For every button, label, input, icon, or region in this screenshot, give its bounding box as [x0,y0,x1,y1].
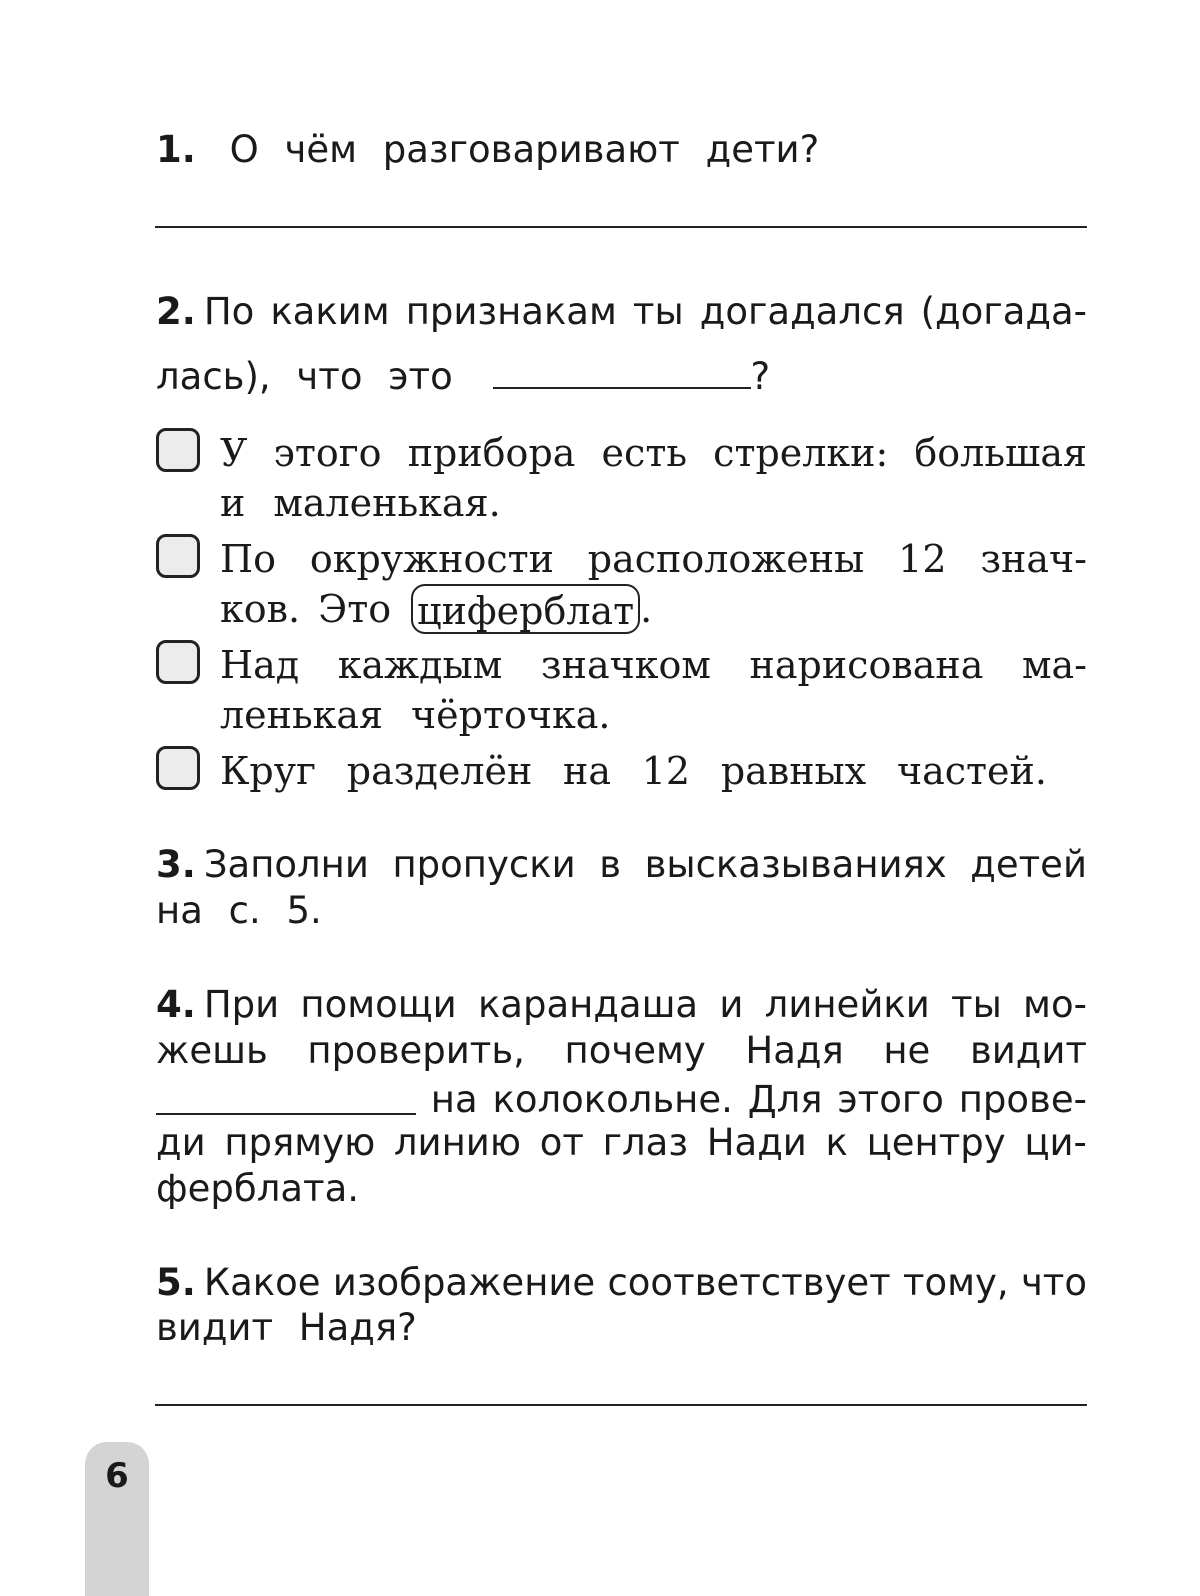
word: центру [866,1121,1006,1164]
question-line [156,1261,1087,1304]
word: стрелки: [713,431,889,475]
question-4 [156,983,1087,1213]
word: ма- [1021,643,1087,687]
checkbox[interactable] [156,746,200,790]
word: соответствует [607,1261,891,1304]
word: У [220,431,248,475]
word: равных [720,749,867,793]
question-line [156,1029,1087,1075]
question-1 [156,128,1087,171]
word: маленькая. [273,481,501,525]
word: нарисована [749,643,984,687]
word: каждым [337,643,503,687]
word: есть [601,431,688,475]
answer-line-5[interactable] [155,1404,1087,1406]
checkbox[interactable] [156,534,200,578]
word: 12 [898,537,947,581]
word: мо- [1023,983,1087,1026]
word: Надя [745,1029,844,1072]
word: этого [273,431,382,475]
word: пропуски [392,843,576,886]
word: Для [747,1078,823,1121]
question-3 [156,843,1087,932]
word: ди [156,1121,206,1164]
word: на [430,1078,478,1121]
question-number: 2. [156,290,196,333]
question-text: лась), что это [156,355,453,398]
question-number: 4. [156,983,196,1026]
word: что [1020,1261,1087,1304]
word: большая [914,431,1087,475]
word: в [599,843,621,886]
question-line [156,355,1087,398]
word: линию [393,1121,521,1164]
word: (догада- [920,290,1087,333]
question-line [156,843,1087,886]
word: линейки [764,983,930,1026]
word: тому, [902,1261,1009,1304]
circled-word: циферблат [411,584,640,634]
word: от [539,1121,584,1164]
word: окружности [309,537,554,581]
word: детей [970,843,1087,886]
word: прове- [958,1078,1087,1121]
fill-in-blank[interactable] [156,1083,416,1115]
question-text: О чём разговаривают дети? [229,128,820,171]
word: и [220,481,246,525]
page-number: 6 [105,1456,129,1496]
word: знач- [980,537,1087,581]
word: прямую [224,1121,376,1164]
question-number: 3. [156,843,196,886]
word: разделён [346,749,533,793]
word: этого [837,1078,944,1121]
word: По [203,290,255,333]
question-line: на с. 5. [156,889,322,932]
word: каким [270,290,390,333]
word: ты [632,290,684,333]
word: признакам [405,290,617,333]
word: жешь [156,1029,268,1072]
word: 12 [641,749,691,793]
question-line [156,1121,1087,1167]
word: карандаша [477,983,699,1026]
period: . [640,587,653,631]
word: глаз [602,1121,689,1164]
word: к [825,1121,848,1164]
word: на [563,749,612,793]
word: ленькая [220,693,384,737]
word: значком [540,643,711,687]
word: проверить, [307,1029,525,1072]
question-line: ферблата. [156,1167,360,1210]
question-5 [156,1261,1087,1349]
word: Заполни [203,843,369,886]
checkbox[interactable] [156,428,200,472]
word: чёрточка. [411,693,611,737]
word: догадался [699,290,905,333]
word: Какое [203,1261,321,1304]
word: Над [220,643,300,687]
word: высказываниях [644,843,947,886]
word: ци- [1024,1121,1087,1164]
checkbox[interactable] [156,640,200,684]
question-number: 5. [156,1261,196,1304]
fill-in-blank[interactable] [493,357,751,389]
question-line [156,290,1087,333]
option-text: ков. Это [220,587,392,631]
question-mark: ? [750,355,771,398]
word: расположены [587,537,865,581]
answer-line-1[interactable] [155,226,1087,228]
word: Круг [220,749,317,793]
question-line [156,1075,1087,1121]
question-line [156,983,1087,1029]
word: Нади [706,1121,807,1164]
word: изображение [332,1261,596,1304]
question-number: 1. [156,128,196,171]
word: ты [951,983,1002,1026]
word: При [203,983,280,1026]
word: не [883,1029,931,1072]
question-2 [156,290,1087,398]
word: прибора [407,431,576,475]
word: помощи [300,983,457,1026]
page-number-tab [85,1442,149,1596]
word: и [719,983,744,1026]
word: почему [564,1029,706,1072]
question-line: видит Надя? [156,1306,417,1349]
word: видит [969,1029,1087,1072]
word: частей. [896,749,1047,793]
word: По [220,537,277,581]
word: колокольне. [492,1078,733,1121]
